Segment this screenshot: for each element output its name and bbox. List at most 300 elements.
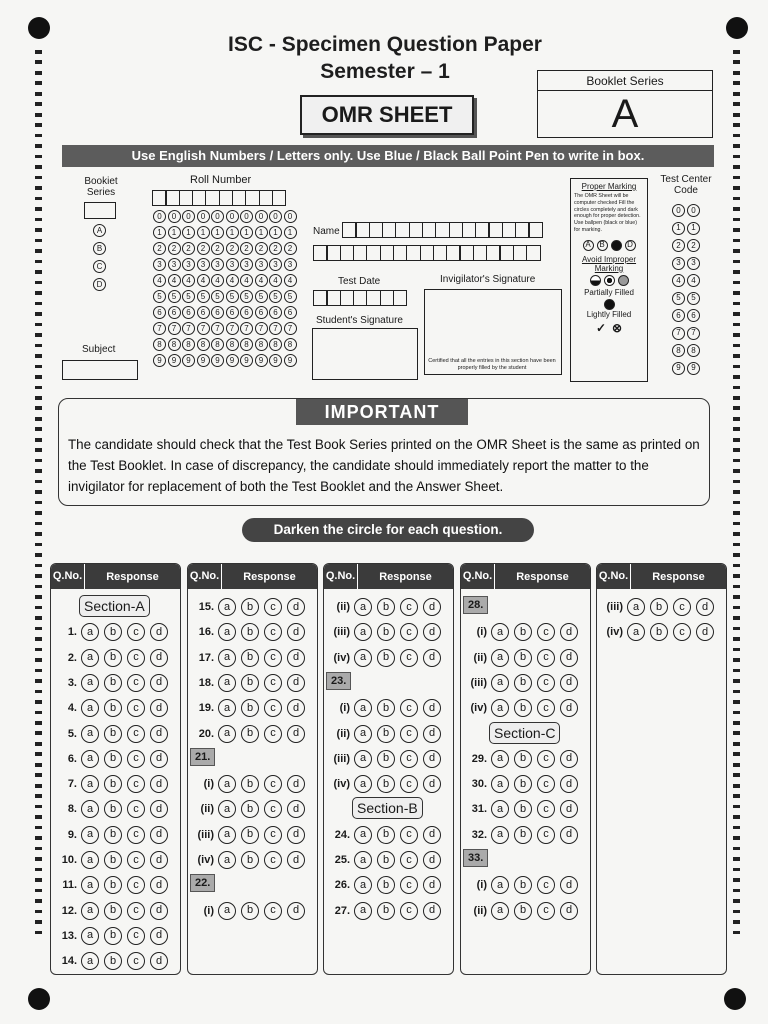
answer-bubble-d[interactable]: d: [150, 851, 168, 869]
answer-bubble-a[interactable]: a: [81, 649, 99, 667]
roll-digit-bubble[interactable]: 1: [168, 226, 181, 239]
roll-digit-bubble[interactable]: 7: [211, 322, 224, 335]
name-box[interactable]: [420, 245, 435, 261]
answer-bubble-b[interactable]: b: [377, 750, 395, 768]
roll-digit-bubble[interactable]: 4: [211, 274, 224, 287]
roll-digit-bubble[interactable]: 9: [168, 354, 181, 367]
name-box[interactable]: [473, 245, 488, 261]
center-digit-bubble[interactable]: 0: [672, 204, 685, 217]
answer-bubble-a[interactable]: a: [218, 598, 236, 616]
roll-digit-bubble[interactable]: 4: [240, 274, 253, 287]
answer-bubble-b[interactable]: b: [377, 826, 395, 844]
test-date-box[interactable]: [313, 290, 328, 306]
answer-bubble-a[interactable]: a: [491, 750, 509, 768]
answer-bubble-c[interactable]: c: [127, 851, 145, 869]
answer-bubble-c[interactable]: c: [127, 952, 145, 970]
roll-digit-bubble[interactable]: 3: [226, 258, 239, 271]
answer-bubble-d[interactable]: d: [150, 674, 168, 692]
roll-digit-bubble[interactable]: 0: [211, 210, 224, 223]
answer-bubble-b[interactable]: b: [104, 674, 122, 692]
answer-bubble-a[interactable]: a: [81, 851, 99, 869]
answer-bubble-b[interactable]: b: [241, 623, 259, 641]
answer-bubble-d[interactable]: d: [150, 902, 168, 920]
roll-digit-bubble[interactable]: 4: [182, 274, 195, 287]
booklet-series-input[interactable]: [84, 202, 116, 219]
answer-bubble-d[interactable]: d: [560, 649, 578, 667]
name-boxes-row2[interactable]: [313, 245, 539, 261]
roll-digit-bubble[interactable]: 2: [153, 242, 166, 255]
roll-digit-bubble[interactable]: 0: [182, 210, 195, 223]
center-digit-bubble[interactable]: 1: [687, 222, 700, 235]
roll-digit-bubble[interactable]: 9: [182, 354, 195, 367]
answer-bubble-d[interactable]: d: [150, 927, 168, 945]
name-box[interactable]: [502, 222, 517, 238]
roll-digit-bubble[interactable]: 6: [197, 306, 210, 319]
answer-bubble-c[interactable]: c: [537, 674, 555, 692]
center-digit-bubble[interactable]: 2: [687, 239, 700, 252]
roll-digit-bubble[interactable]: 4: [255, 274, 268, 287]
answer-bubble-d[interactable]: d: [560, 800, 578, 818]
roll-number-box[interactable]: [152, 190, 167, 206]
answer-bubble-d[interactable]: d: [560, 699, 578, 717]
roll-digit-bubble[interactable]: 3: [197, 258, 210, 271]
roll-digit-bubble[interactable]: 2: [211, 242, 224, 255]
roll-digit-bubble[interactable]: 8: [153, 338, 166, 351]
roll-digit-bubble[interactable]: 2: [168, 242, 181, 255]
student-signature-box[interactable]: [312, 328, 418, 380]
answer-bubble-c[interactable]: c: [400, 750, 418, 768]
roll-digit-bubble[interactable]: 7: [168, 322, 181, 335]
invigilator-signature-box[interactable]: [424, 289, 562, 375]
center-digit-bubble[interactable]: 8: [672, 344, 685, 357]
roll-digit-bubble[interactable]: 9: [240, 354, 253, 367]
answer-bubble-c[interactable]: c: [264, 699, 282, 717]
answer-bubble-b[interactable]: b: [104, 876, 122, 894]
answer-bubble-b[interactable]: b: [514, 750, 532, 768]
answer-bubble-a[interactable]: a: [627, 623, 645, 641]
roll-digit-bubble[interactable]: 0: [153, 210, 166, 223]
roll-digit-bubble[interactable]: 7: [240, 322, 253, 335]
roll-digit-bubble[interactable]: 9: [226, 354, 239, 367]
answer-bubble-a[interactable]: a: [218, 851, 236, 869]
roll-digit-bubble[interactable]: 3: [168, 258, 181, 271]
answer-bubble-a[interactable]: a: [354, 826, 372, 844]
name-box[interactable]: [369, 222, 384, 238]
answer-bubble-b[interactable]: b: [241, 800, 259, 818]
roll-digit-bubble[interactable]: 9: [284, 354, 297, 367]
name-box[interactable]: [353, 245, 368, 261]
answer-bubble-b[interactable]: b: [514, 902, 532, 920]
answer-bubble-a[interactable]: a: [491, 649, 509, 667]
name-box[interactable]: [435, 222, 450, 238]
answer-bubble-c[interactable]: c: [537, 826, 555, 844]
test-date-box[interactable]: [353, 290, 368, 306]
name-box[interactable]: [475, 222, 490, 238]
answer-bubble-b[interactable]: b: [241, 902, 259, 920]
center-digit-bubble[interactable]: 0: [687, 204, 700, 217]
name-box[interactable]: [326, 245, 341, 261]
roll-digit-bubble[interactable]: 8: [211, 338, 224, 351]
answer-bubble-d[interactable]: d: [287, 902, 305, 920]
answer-bubble-d[interactable]: d: [150, 826, 168, 844]
roll-digit-bubble[interactable]: 5: [211, 290, 224, 303]
roll-digit-bubble[interactable]: 0: [255, 210, 268, 223]
answer-bubble-d[interactable]: d: [560, 623, 578, 641]
name-box[interactable]: [380, 245, 395, 261]
answer-bubble-a[interactable]: a: [218, 699, 236, 717]
answer-bubble-d[interactable]: d: [423, 699, 441, 717]
series-option-bubble[interactable]: C: [93, 260, 106, 273]
answer-bubble-b[interactable]: b: [377, 623, 395, 641]
roll-digit-bubble[interactable]: 6: [269, 306, 282, 319]
answer-bubble-c[interactable]: c: [264, 902, 282, 920]
answer-bubble-d[interactable]: d: [150, 775, 168, 793]
answer-bubble-a[interactable]: a: [627, 598, 645, 616]
answer-bubble-b[interactable]: b: [377, 775, 395, 793]
roll-digit-bubble[interactable]: 7: [255, 322, 268, 335]
roll-digit-bubble[interactable]: 6: [182, 306, 195, 319]
answer-bubble-a[interactable]: a: [491, 800, 509, 818]
answer-bubble-d[interactable]: d: [696, 623, 714, 641]
roll-digit-bubble[interactable]: 9: [255, 354, 268, 367]
roll-digit-bubble[interactable]: 9: [269, 354, 282, 367]
roll-digit-bubble[interactable]: 5: [197, 290, 210, 303]
answer-bubble-a[interactable]: a: [491, 623, 509, 641]
answer-bubble-c[interactable]: c: [127, 826, 145, 844]
answer-bubble-d[interactable]: d: [287, 725, 305, 743]
center-digit-bubble[interactable]: 2: [672, 239, 685, 252]
answer-bubble-c[interactable]: c: [537, 750, 555, 768]
answer-bubble-c[interactable]: c: [400, 649, 418, 667]
answer-bubble-c[interactable]: c: [127, 725, 145, 743]
answer-bubble-b[interactable]: b: [377, 725, 395, 743]
roll-number-boxes[interactable]: [152, 190, 285, 206]
answer-bubble-a[interactable]: a: [491, 699, 509, 717]
answer-bubble-b[interactable]: b: [514, 699, 532, 717]
roll-digit-bubble[interactable]: 7: [182, 322, 195, 335]
answer-bubble-d[interactable]: d: [423, 725, 441, 743]
answer-bubble-d[interactable]: d: [150, 800, 168, 818]
roll-digit-bubble[interactable]: 8: [269, 338, 282, 351]
answer-bubble-b[interactable]: b: [104, 775, 122, 793]
answer-bubble-c[interactable]: c: [264, 598, 282, 616]
answer-bubble-b[interactable]: b: [514, 775, 532, 793]
answer-bubble-c[interactable]: c: [537, 800, 555, 818]
roll-digit-bubble[interactable]: 7: [269, 322, 282, 335]
roll-digit-bubble[interactable]: 4: [284, 274, 297, 287]
test-date-box[interactable]: [380, 290, 395, 306]
name-box[interactable]: [528, 222, 543, 238]
answer-bubble-b[interactable]: b: [104, 699, 122, 717]
name-box[interactable]: [449, 222, 464, 238]
answer-bubble-a[interactable]: a: [354, 750, 372, 768]
answer-bubble-a[interactable]: a: [218, 775, 236, 793]
answer-bubble-d[interactable]: d: [423, 826, 441, 844]
roll-digit-bubble[interactable]: 2: [255, 242, 268, 255]
test-date-box[interactable]: [326, 290, 341, 306]
roll-digit-bubble[interactable]: 3: [269, 258, 282, 271]
center-digit-bubble[interactable]: 6: [672, 309, 685, 322]
roll-digit-bubble[interactable]: 0: [197, 210, 210, 223]
answer-bubble-a[interactable]: a: [81, 750, 99, 768]
roll-digit-bubble[interactable]: 7: [153, 322, 166, 335]
answer-bubble-b[interactable]: b: [241, 699, 259, 717]
test-date-box[interactable]: [366, 290, 381, 306]
roll-digit-bubble[interactable]: 1: [182, 226, 195, 239]
roll-digit-bubble[interactable]: 7: [197, 322, 210, 335]
answer-bubble-d[interactable]: d: [287, 699, 305, 717]
roll-digit-bubble[interactable]: 1: [284, 226, 297, 239]
roll-digit-bubble[interactable]: 2: [284, 242, 297, 255]
roll-number-box[interactable]: [245, 190, 260, 206]
answer-bubble-a[interactable]: a: [81, 623, 99, 641]
answer-bubble-d[interactable]: d: [696, 598, 714, 616]
name-box[interactable]: [513, 245, 528, 261]
answer-bubble-a[interactable]: a: [491, 902, 509, 920]
roll-digit-bubble[interactable]: 8: [255, 338, 268, 351]
answer-bubble-a[interactable]: a: [218, 649, 236, 667]
roll-digit-bubble[interactable]: 3: [255, 258, 268, 271]
answer-bubble-d[interactable]: d: [150, 876, 168, 894]
answer-bubble-c[interactable]: c: [264, 725, 282, 743]
answer-bubble-a[interactable]: a: [218, 902, 236, 920]
answer-bubble-c[interactable]: c: [264, 826, 282, 844]
roll-digit-bubble[interactable]: 9: [197, 354, 210, 367]
center-digit-bubble[interactable]: 3: [672, 257, 685, 270]
series-option-bubble[interactable]: A: [93, 224, 106, 237]
answer-bubble-d[interactable]: d: [560, 876, 578, 894]
roll-digit-bubble[interactable]: 5: [153, 290, 166, 303]
answer-bubble-c[interactable]: c: [264, 649, 282, 667]
roll-digit-bubble[interactable]: 1: [197, 226, 210, 239]
answer-bubble-d[interactable]: d: [423, 750, 441, 768]
roll-digit-bubble[interactable]: 6: [168, 306, 181, 319]
answer-bubble-d[interactable]: d: [560, 674, 578, 692]
answer-bubble-a[interactable]: a: [354, 902, 372, 920]
roll-digit-bubble[interactable]: 2: [226, 242, 239, 255]
answer-bubble-d[interactable]: d: [423, 623, 441, 641]
roll-digit-bubble[interactable]: 5: [226, 290, 239, 303]
answer-bubble-c[interactable]: c: [264, 674, 282, 692]
answer-bubble-a[interactable]: a: [81, 725, 99, 743]
answer-bubble-d[interactable]: d: [423, 775, 441, 793]
answer-bubble-b[interactable]: b: [104, 826, 122, 844]
answer-bubble-b[interactable]: b: [104, 927, 122, 945]
answer-bubble-d[interactable]: d: [287, 623, 305, 641]
answer-bubble-a[interactable]: a: [218, 725, 236, 743]
roll-digit-bubble[interactable]: 3: [182, 258, 195, 271]
name-box[interactable]: [446, 245, 461, 261]
roll-digit-bubble[interactable]: 8: [182, 338, 195, 351]
roll-digit-bubble[interactable]: 4: [153, 274, 166, 287]
answer-bubble-a[interactable]: a: [81, 699, 99, 717]
center-digit-bubble[interactable]: 7: [672, 327, 685, 340]
name-box[interactable]: [526, 245, 541, 261]
answer-bubble-d[interactable]: d: [560, 826, 578, 844]
answer-bubble-c[interactable]: c: [673, 598, 691, 616]
answer-bubble-a[interactable]: a: [81, 927, 99, 945]
name-box[interactable]: [406, 245, 421, 261]
roll-digit-bubble[interactable]: 1: [269, 226, 282, 239]
roll-digit-bubble[interactable]: 2: [182, 242, 195, 255]
name-box[interactable]: [355, 222, 370, 238]
answer-bubble-d[interactable]: d: [150, 649, 168, 667]
answer-bubble-d[interactable]: d: [287, 826, 305, 844]
answer-bubble-b[interactable]: b: [650, 598, 668, 616]
answer-bubble-c[interactable]: c: [537, 902, 555, 920]
test-date-boxes[interactable]: [313, 290, 406, 306]
answer-bubble-a[interactable]: a: [81, 775, 99, 793]
name-box[interactable]: [488, 222, 503, 238]
answer-bubble-b[interactable]: b: [514, 876, 532, 894]
answer-bubble-b[interactable]: b: [241, 775, 259, 793]
answer-bubble-d[interactable]: d: [287, 800, 305, 818]
answer-bubble-c[interactable]: c: [127, 674, 145, 692]
answer-bubble-d[interactable]: d: [287, 674, 305, 692]
answer-bubble-a[interactable]: a: [491, 876, 509, 894]
roll-digit-bubble[interactable]: 5: [284, 290, 297, 303]
answer-bubble-d[interactable]: d: [150, 952, 168, 970]
answer-bubble-a[interactable]: a: [218, 826, 236, 844]
name-box[interactable]: [422, 222, 437, 238]
name-boxes-row1[interactable]: [342, 222, 542, 238]
answer-bubble-b[interactable]: b: [650, 623, 668, 641]
answer-bubble-b[interactable]: b: [104, 725, 122, 743]
answer-bubble-d[interactable]: d: [150, 623, 168, 641]
center-digit-bubble[interactable]: 5: [672, 292, 685, 305]
roll-digit-bubble[interactable]: 5: [240, 290, 253, 303]
answer-bubble-a[interactable]: a: [354, 851, 372, 869]
answer-bubble-a[interactable]: a: [81, 952, 99, 970]
answer-bubble-b[interactable]: b: [241, 725, 259, 743]
center-digit-bubble[interactable]: 7: [687, 327, 700, 340]
answer-bubble-d[interactable]: d: [560, 750, 578, 768]
roll-digit-bubble[interactable]: 1: [211, 226, 224, 239]
answer-bubble-c[interactable]: c: [400, 902, 418, 920]
name-box[interactable]: [395, 222, 410, 238]
roll-digit-bubble[interactable]: 8: [240, 338, 253, 351]
roll-digit-bubble[interactable]: 1: [226, 226, 239, 239]
answer-bubble-d[interactable]: d: [423, 876, 441, 894]
roll-digit-bubble[interactable]: 3: [153, 258, 166, 271]
answer-bubble-c[interactable]: c: [127, 800, 145, 818]
test-date-box[interactable]: [393, 290, 408, 306]
roll-digit-bubble[interactable]: 3: [211, 258, 224, 271]
answer-bubble-c[interactable]: c: [127, 775, 145, 793]
roll-digit-bubble[interactable]: 6: [211, 306, 224, 319]
center-digit-bubble[interactable]: 8: [687, 344, 700, 357]
answer-bubble-d[interactable]: d: [560, 902, 578, 920]
answer-bubble-b[interactable]: b: [514, 649, 532, 667]
name-box[interactable]: [459, 245, 474, 261]
center-digit-bubble[interactable]: 1: [672, 222, 685, 235]
roll-digit-bubble[interactable]: 3: [240, 258, 253, 271]
answer-bubble-b[interactable]: b: [241, 674, 259, 692]
answer-bubble-a[interactable]: a: [81, 674, 99, 692]
roll-digit-bubble[interactable]: 8: [226, 338, 239, 351]
answer-bubble-a[interactable]: a: [354, 649, 372, 667]
answer-bubble-a[interactable]: a: [218, 623, 236, 641]
answer-bubble-d[interactable]: d: [287, 851, 305, 869]
answer-bubble-a[interactable]: a: [81, 876, 99, 894]
answer-bubble-c[interactable]: c: [537, 623, 555, 641]
roll-digit-bubble[interactable]: 6: [226, 306, 239, 319]
answer-bubble-d[interactable]: d: [150, 750, 168, 768]
answer-bubble-b[interactable]: b: [377, 876, 395, 894]
answer-bubble-c[interactable]: c: [264, 851, 282, 869]
answer-bubble-d[interactable]: d: [287, 775, 305, 793]
answer-bubble-d[interactable]: d: [423, 851, 441, 869]
roll-digit-bubble[interactable]: 0: [168, 210, 181, 223]
roll-number-box[interactable]: [192, 190, 207, 206]
center-digit-bubble[interactable]: 5: [687, 292, 700, 305]
answer-bubble-b[interactable]: b: [514, 674, 532, 692]
roll-digit-bubble[interactable]: 0: [284, 210, 297, 223]
answer-bubble-c[interactable]: c: [127, 902, 145, 920]
roll-digit-bubble[interactable]: 2: [269, 242, 282, 255]
answer-bubble-b[interactable]: b: [104, 851, 122, 869]
roll-digit-bubble[interactable]: 6: [153, 306, 166, 319]
answer-bubble-a[interactable]: a: [354, 876, 372, 894]
answer-bubble-d[interactable]: d: [287, 649, 305, 667]
name-box[interactable]: [515, 222, 530, 238]
answer-bubble-c[interactable]: c: [400, 699, 418, 717]
roll-number-box[interactable]: [165, 190, 180, 206]
roll-number-box[interactable]: [259, 190, 274, 206]
name-box[interactable]: [382, 222, 397, 238]
roll-digit-bubble[interactable]: 8: [284, 338, 297, 351]
answer-bubble-c[interactable]: c: [127, 750, 145, 768]
roll-digit-bubble[interactable]: 2: [197, 242, 210, 255]
answer-bubble-a[interactable]: a: [354, 699, 372, 717]
name-box[interactable]: [313, 245, 328, 261]
answer-bubble-c[interactable]: c: [400, 876, 418, 894]
answer-bubble-b[interactable]: b: [104, 952, 122, 970]
answer-bubble-b[interactable]: b: [104, 800, 122, 818]
answer-bubble-d[interactable]: d: [423, 902, 441, 920]
roll-digit-bubble[interactable]: 7: [226, 322, 239, 335]
center-digit-bubble[interactable]: 4: [672, 274, 685, 287]
answer-bubble-b[interactable]: b: [241, 598, 259, 616]
roll-digit-bubble[interactable]: 6: [255, 306, 268, 319]
test-date-box[interactable]: [340, 290, 355, 306]
roll-digit-bubble[interactable]: 8: [197, 338, 210, 351]
answer-bubble-a[interactable]: a: [81, 826, 99, 844]
roll-digit-bubble[interactable]: 1: [240, 226, 253, 239]
answer-bubble-c[interactable]: c: [127, 649, 145, 667]
answer-bubble-c[interactable]: c: [400, 851, 418, 869]
answer-bubble-b[interactable]: b: [377, 851, 395, 869]
name-box[interactable]: [393, 245, 408, 261]
roll-digit-bubble[interactable]: 9: [153, 354, 166, 367]
answer-bubble-c[interactable]: c: [400, 826, 418, 844]
answer-bubble-b[interactable]: b: [241, 851, 259, 869]
roll-digit-bubble[interactable]: 5: [269, 290, 282, 303]
roll-digit-bubble[interactable]: 7: [284, 322, 297, 335]
answer-bubble-c[interactable]: c: [400, 623, 418, 641]
roll-digit-bubble[interactable]: 4: [269, 274, 282, 287]
answer-bubble-b[interactable]: b: [104, 623, 122, 641]
roll-digit-bubble[interactable]: 4: [168, 274, 181, 287]
answer-bubble-b[interactable]: b: [377, 699, 395, 717]
center-digit-bubble[interactable]: 3: [687, 257, 700, 270]
answer-bubble-d[interactable]: d: [423, 598, 441, 616]
name-box[interactable]: [340, 245, 355, 261]
answer-bubble-c[interactable]: c: [400, 725, 418, 743]
name-box[interactable]: [342, 222, 357, 238]
answer-bubble-a[interactable]: a: [354, 623, 372, 641]
answer-bubble-b[interactable]: b: [377, 902, 395, 920]
